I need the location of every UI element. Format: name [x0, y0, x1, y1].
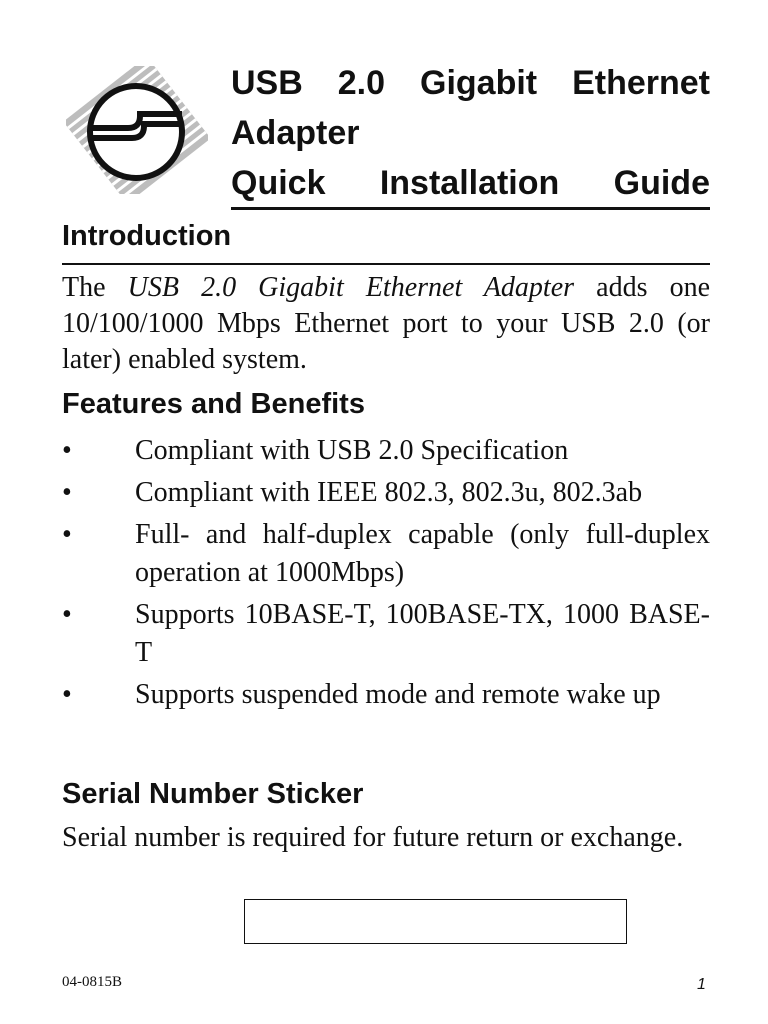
- bullet-icon: •: [62, 599, 72, 630]
- intro-text-suffix: adds one 10/100/1000 Mbps Ethernet port to your USB 2.0 (or later) enabled system.: [62, 272, 710, 375]
- bullet-icon: •: [62, 679, 72, 710]
- brand-logo-icon: [66, 66, 208, 194]
- bullet-icon: •: [62, 435, 72, 466]
- title-line-2: Adapter: [231, 114, 360, 152]
- features-heading: Features and Benefits: [62, 388, 365, 420]
- intro-text-prefix: The: [62, 272, 128, 303]
- features-list: [62, 432, 710, 718]
- serial-sticker-box: [244, 899, 627, 944]
- introduction-paragraph: [62, 270, 710, 378]
- page-number: 1: [697, 976, 706, 993]
- feature-text: Full- and half-duplex capable (only full-duplex operation at 1000Mbps): [135, 519, 710, 588]
- serial-paragraph: Serial number is required for future return or exchange.: [62, 822, 684, 853]
- title-divider: [231, 207, 710, 210]
- serial-heading: Serial Number Sticker: [62, 778, 364, 810]
- product-name: USB 2.0 Gigabit Ethernet Adapter: [127, 272, 575, 303]
- bullet-icon: •: [62, 477, 72, 508]
- introduction-heading: Introduction: [62, 220, 232, 252]
- bullet-icon: •: [62, 519, 72, 550]
- list-item: [62, 596, 710, 672]
- list-item: [62, 432, 710, 470]
- title-line-3: Quick Installation Guide: [231, 164, 710, 202]
- feature-text: Supports 10BASE-T, 100BASE-TX, 1000 BASE-T: [135, 599, 710, 668]
- list-item: [62, 676, 710, 714]
- feature-text: Supports suspended mode and remote wake up: [135, 679, 661, 710]
- feature-text: Compliant with IEEE 802.3, 802.3u, 802.3ab: [135, 477, 643, 508]
- introduction-divider: [62, 263, 710, 265]
- title-line-1: USB 2.0 Gigabit Ethernet: [231, 64, 710, 102]
- document-code: 04-0815B: [62, 974, 122, 990]
- list-item: [62, 516, 710, 592]
- document-title: [231, 58, 710, 208]
- list-item: [62, 474, 710, 512]
- feature-text: Compliant with USB 2.0 Specification: [135, 435, 569, 466]
